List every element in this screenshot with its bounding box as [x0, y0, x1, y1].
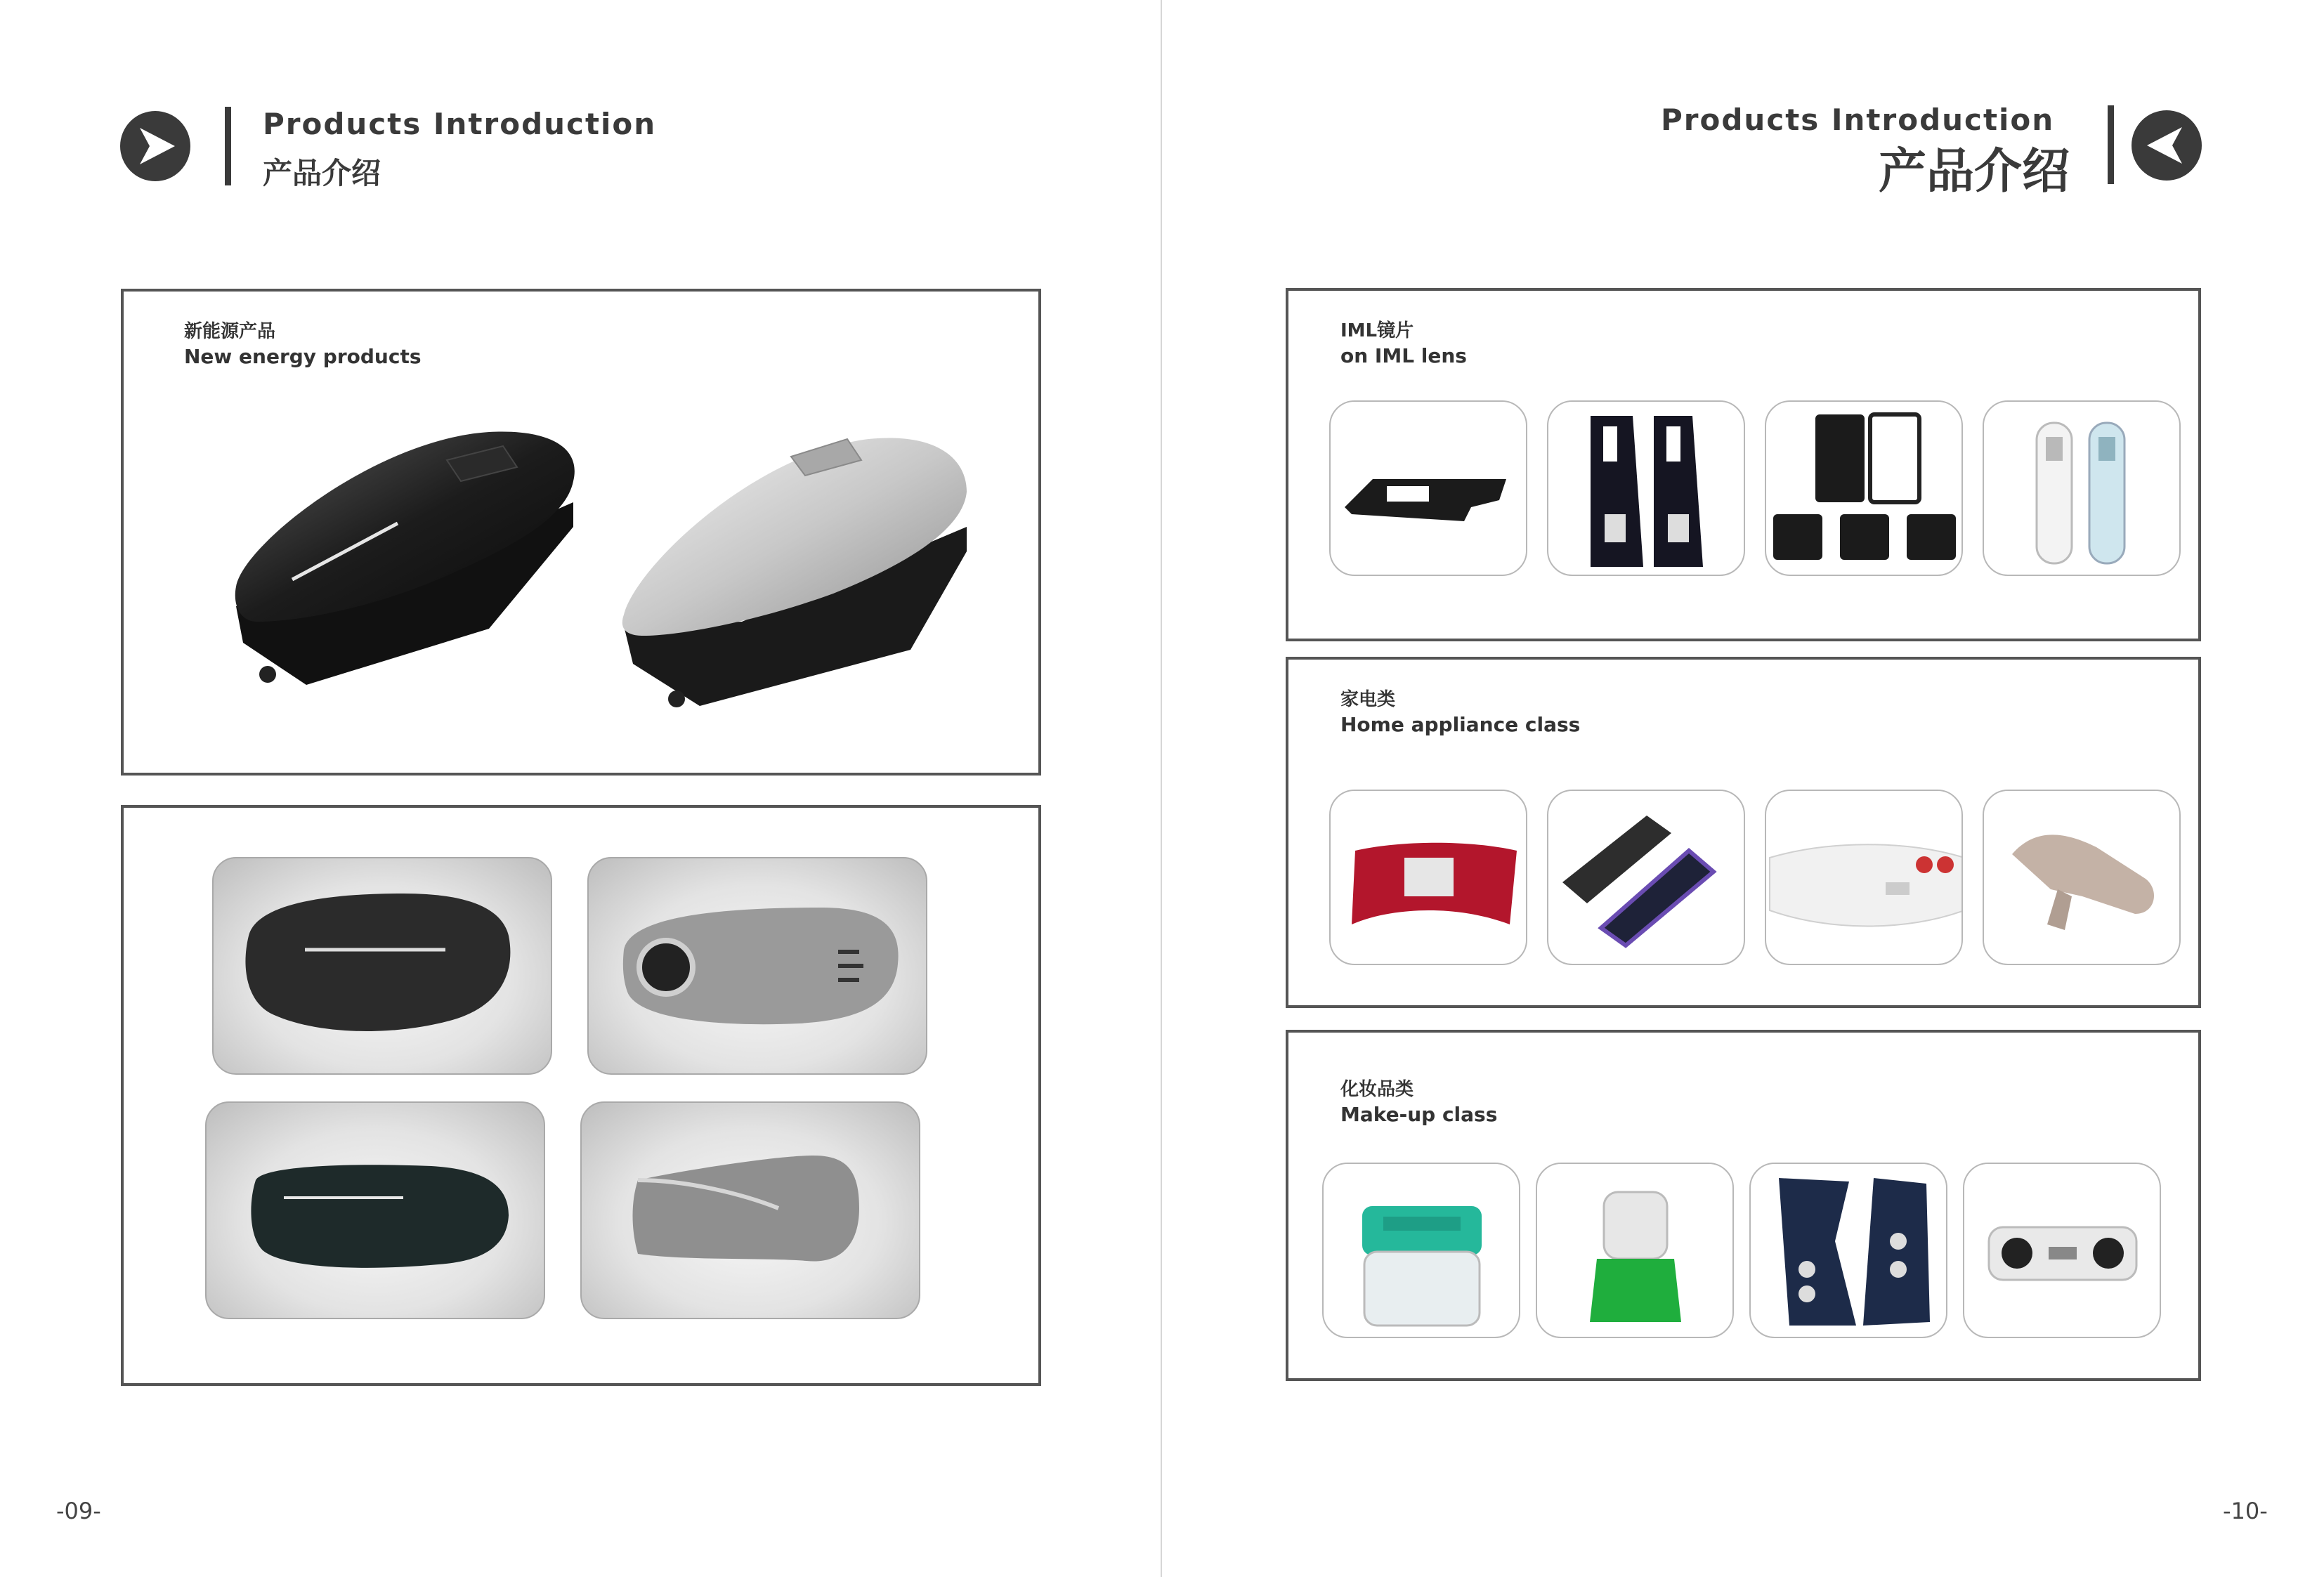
section-new-energy	[121, 289, 1041, 776]
product-photo	[580, 1101, 920, 1319]
new-energy-products-image	[124, 292, 1038, 773]
product-tile	[1547, 790, 1745, 965]
header-divider	[225, 107, 231, 185]
section-iml-lens	[1286, 288, 2201, 641]
page-title-en: Products Introduction	[263, 107, 657, 141]
page-title-cn: 产品介绍	[263, 156, 381, 190]
section-title-en: Home appliance class	[1340, 713, 1581, 736]
product-tile	[1547, 400, 1745, 576]
product-tile	[1765, 790, 1963, 965]
section-title-en: on IML lens	[1340, 344, 1467, 367]
product-tile	[1983, 400, 2181, 576]
product-tile	[1329, 400, 1527, 576]
product-tile	[1329, 790, 1527, 965]
page-title-en: Products Introduction	[1661, 103, 2055, 137]
page-title-cn: 产品介绍	[1879, 144, 2070, 199]
page-number: -10-	[2223, 1498, 2268, 1524]
section-title-en: Make-up class	[1340, 1103, 1498, 1126]
section-title-cn: IML镜片	[1340, 320, 1414, 341]
product-tile	[1765, 400, 1963, 576]
section-title-cn: 新能源产品	[184, 321, 276, 342]
section-title-cn: 家电类	[1340, 689, 1396, 710]
section-title-en: New energy products	[184, 345, 422, 368]
chevron-left-icon	[2132, 110, 2202, 181]
page-number: -09-	[56, 1498, 101, 1524]
section-make-up	[1286, 1030, 2201, 1381]
section-home-appliance	[1286, 657, 2201, 1008]
product-tile	[1963, 1163, 2161, 1338]
chevron-right-icon	[120, 111, 190, 181]
product-tile	[1749, 1163, 1947, 1338]
product-tile	[1536, 1163, 1734, 1338]
right-page	[1162, 0, 2324, 1577]
product-photo	[205, 1101, 545, 1319]
header-divider	[2108, 105, 2114, 184]
product-tile	[1983, 790, 2181, 965]
product-photo	[212, 857, 552, 1075]
section-title-cn: 化妆品类	[1340, 1079, 1414, 1100]
section-gallery	[121, 805, 1041, 1386]
product-tile	[1322, 1163, 1520, 1338]
product-photo	[587, 857, 927, 1075]
